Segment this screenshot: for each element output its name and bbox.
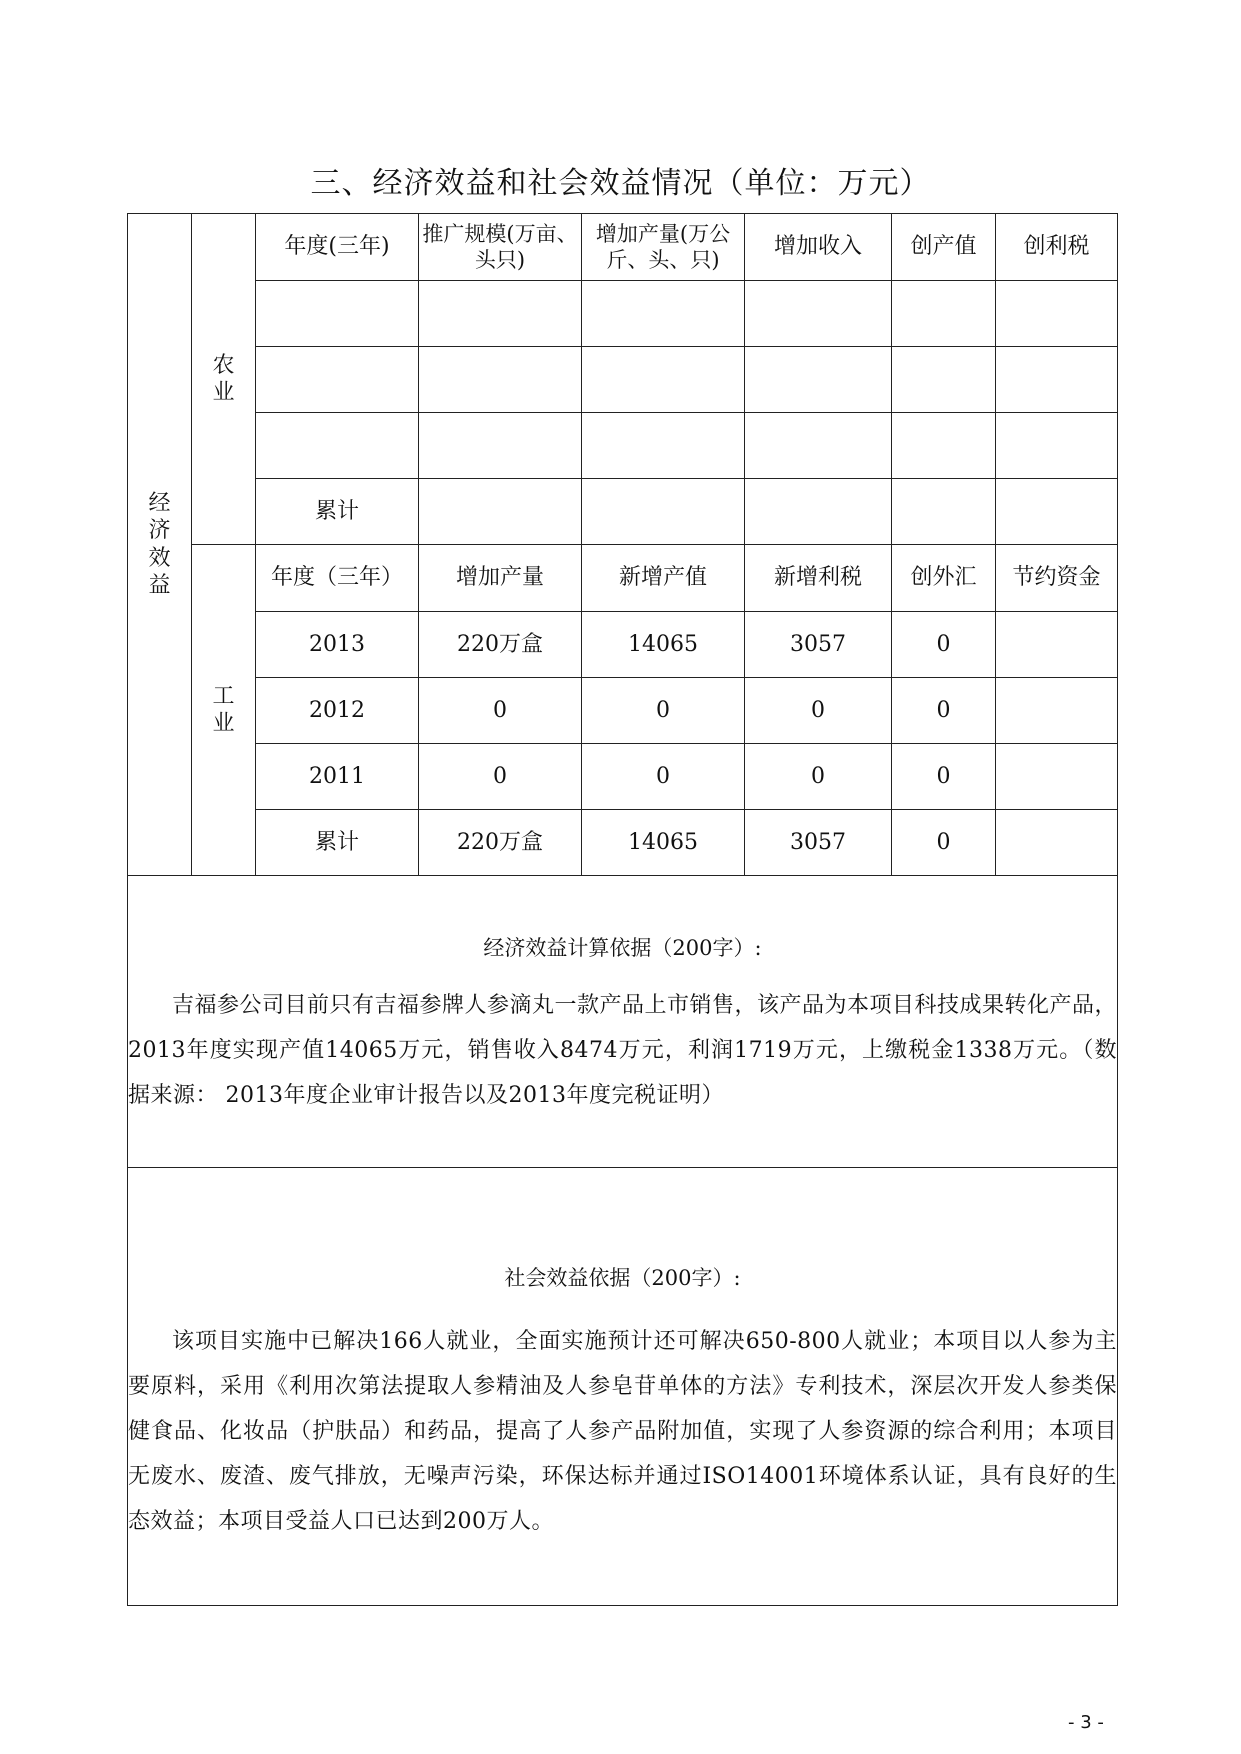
table-cell: 3057 (745, 810, 892, 876)
table-cell (996, 612, 1118, 678)
page-title: 三、经济效益和社会效益情况（单位：万元） (310, 166, 931, 201)
table-cell: 累计 (256, 810, 419, 876)
economic-benefit-label: 经 济 效 益 (128, 214, 192, 876)
table-cell (996, 810, 1118, 876)
table-cell (745, 281, 892, 347)
table-cell: 0 (892, 810, 996, 876)
table-cell (996, 413, 1118, 479)
agri-header-row (128, 214, 1118, 281)
page-number: - 3 - (1068, 1712, 1104, 1733)
table-cell: 2012 (256, 678, 419, 744)
table-cell (996, 678, 1118, 744)
agri-header-income: 增加收入 (745, 214, 892, 281)
economic-basis-text: 吉福参公司目前只有吉福参牌人参滴丸一款产品上市销售，该产品为本项目科技成果转化产品，2013年度实现产值14065万元，销售收入8474万元，利润1719万元，上缴税金1338万元。（数据来源： 2013年度企业审计报告以及2013年度完税证明） (128, 993, 1118, 1109)
agri-header-scale: 推广规模(万亩、头只) (419, 214, 582, 281)
table-cell: 0 (582, 744, 745, 810)
table-cell (582, 347, 745, 413)
industry-label: 工 业 (192, 545, 256, 876)
ind-header-value: 新增产值 (582, 545, 745, 612)
table-cell (996, 281, 1118, 347)
economic-basis-cell (128, 876, 1118, 1168)
table-row (128, 678, 1118, 744)
table-cell: 0 (745, 744, 892, 810)
agri-row-1 (128, 281, 1118, 347)
social-basis-text: 该项目实施中已解决166人就业，全面实施预计还可解决650-800人就业；本项目以人参为主要原料，采用《利用次第法提取人参精油及人参皂苷单体的方法》专利技术，深层次开发人参类保健食品、化妆品（护肤品）和药品，提高了人参产品附加值，实现了人参资源的综合利用；本项目无废水、废渣、废气排放，无噪声污染，环保达标并通过ISO14001环境体系认证，具有良好的生态效益；本项目受益人口已达到200万人。 (128, 1329, 1117, 1535)
table-cell (582, 413, 745, 479)
table-cell: 14065 (582, 612, 745, 678)
table-cell: 0 (745, 678, 892, 744)
ind-header-forex: 创外汇 (892, 545, 996, 612)
table-row (128, 810, 1118, 876)
table-cell: 2011 (256, 744, 419, 810)
table-cell (892, 413, 996, 479)
table-cell (996, 479, 1118, 545)
table-cell: 3057 (745, 612, 892, 678)
agri-header-year: 年度(三年) (256, 214, 419, 281)
ind-header-year: 年度（三年） (256, 545, 419, 612)
industry-header-row (128, 545, 1118, 612)
table-cell: 0 (892, 744, 996, 810)
social-basis-cell (128, 1168, 1118, 1606)
agri-total-row (128, 479, 1118, 545)
table-cell: 2013 (256, 612, 419, 678)
table-cell (582, 479, 745, 545)
table-row (128, 744, 1118, 810)
table-cell (256, 281, 419, 347)
table-cell (419, 413, 582, 479)
table-cell (419, 479, 582, 545)
table-cell (996, 744, 1118, 810)
table-cell: 0 (892, 678, 996, 744)
economic-basis-label: 经济效益计算依据（200字）: (483, 935, 762, 960)
ind-header-tax: 新增利税 (745, 545, 892, 612)
agri-row-3 (128, 413, 1118, 479)
table-cell (582, 281, 745, 347)
ind-header-savings: 节约资金 (996, 545, 1118, 612)
table-cell (892, 347, 996, 413)
economic-basis-row (128, 876, 1118, 1168)
agri-header-tax: 创利税 (996, 214, 1118, 281)
table-cell (745, 479, 892, 545)
agri-header-value: 创产值 (892, 214, 996, 281)
table-cell (419, 347, 582, 413)
table-cell: 0 (419, 678, 582, 744)
table-cell (996, 347, 1118, 413)
agri-row-2 (128, 347, 1118, 413)
table-cell (256, 413, 419, 479)
social-basis-label: 社会效益依据（200字）: (504, 1265, 741, 1290)
table-cell (745, 347, 892, 413)
ind-header-output: 增加产量 (419, 545, 582, 612)
table-row (128, 612, 1118, 678)
table-cell: 0 (892, 612, 996, 678)
table-cell (892, 479, 996, 545)
table-cell (745, 413, 892, 479)
table-cell: 0 (419, 744, 582, 810)
social-basis-row (128, 1168, 1118, 1606)
table-cell: 0 (582, 678, 745, 744)
table-cell: 220万盒 (419, 612, 582, 678)
agriculture-label: 农 业 (192, 214, 256, 545)
benefit-table (127, 213, 1118, 1606)
table-cell: 14065 (582, 810, 745, 876)
table-cell (256, 347, 419, 413)
table-cell (892, 281, 996, 347)
agri-header-output: 增加产量(万公斤、头、只) (582, 214, 745, 281)
agri-total-label: 累计 (256, 479, 419, 545)
table-cell (419, 281, 582, 347)
table-cell: 220万盒 (419, 810, 582, 876)
